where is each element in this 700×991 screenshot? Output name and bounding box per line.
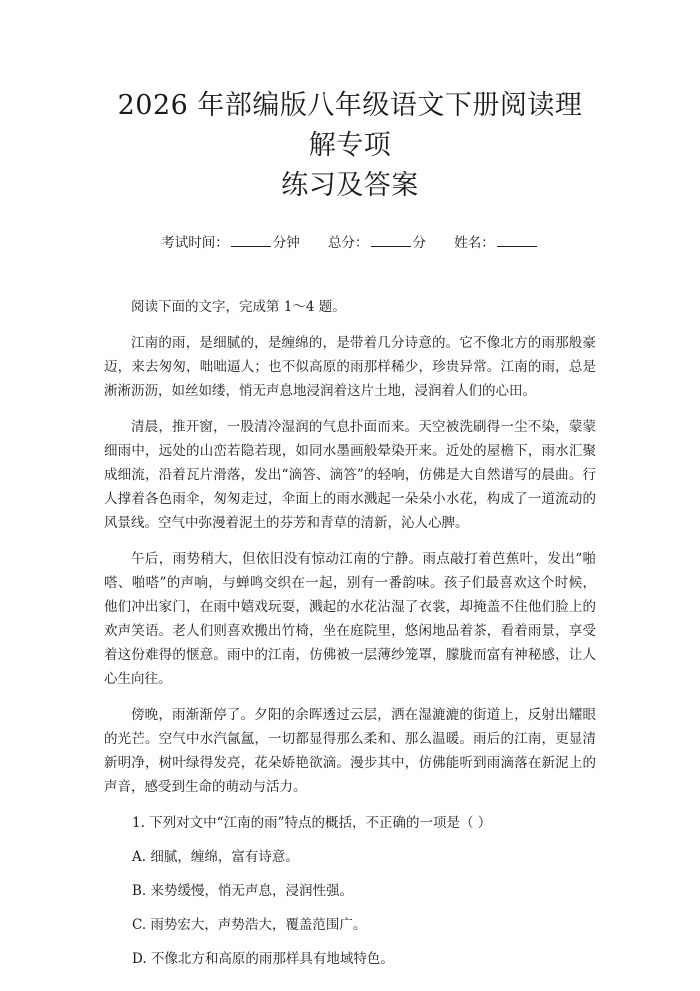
document-title [104,86,596,206]
total-score-unit: 分 [412,235,426,251]
exam-time [161,233,300,253]
instruction-text: 阅读下面的文字，完成第 1～4 题。 [131,299,346,315]
passage-paragraph-3: 午后，雨势稍大，但依旧没有惊动江南的宁静。雨点敲打着芭蕉叶，发出“啪嗒、啪嗒”的声响，与蝉鸣交织在一起，别有一番韵味。孩子们最喜欢这个时候，他们冲出家门，在雨中嬉戏玩耍，溅起的水花沾湿了衣裳，却掩盖不住他们脸上的欢声笑语。老人们则喜欢搬出竹椅，坐在庭院里，悠闲地品着茶，看着雨景，享受着这份难得的惬意。雨中的江南，仿佛被一层薄纱笼罩，朦胧而富有神秘感，让人心生向往。 [104,551,596,687]
student-name-label: 姓名： [454,235,495,251]
passage-paragraph-2: 清晨，推开窗，一股清冷湿润的气息扑面而来。天空被洗刷得一尘不染，蒙蒙细雨中，远处的山峦若隐若现，如同水墨画般晕染开来。近处的屋檐下，雨水汇聚成细流，沿着瓦片滑落，发出“滴答、滴答”的轻响，仿佛是大自然谱写的晨曲。行人撑着各色雨伞，匆匆走过，伞面上的雨水溅起一朵朵小水花，构成了一道流动的风景线。空气中弥漫着泥土的芬芳和青草的清新，沁人心脾。 [104,419,596,531]
student-name-blank [497,233,537,247]
question-1-option-b: B. 来势缓慢，悄无声息，浸润性强。 [132,883,354,899]
exam-time-label: 考试时间： [161,235,229,251]
title-line-2: 练习及答案 [281,170,419,201]
question-1-stem: 1. 下列对文中“江南的雨”特点的概括，不正确的一项是（ ） [132,815,492,831]
question-1-option-d: D. 不像北方和高原的雨那样具有地域特色。 [132,951,394,967]
document-page [0,86,700,991]
question-1-option-a: A. 细腻，缠绵，富有诗意。 [132,849,299,865]
total-score-blank [371,233,411,247]
passage-paragraph-1: 江南的雨，是细腻的，是缠绵的，是带着几分诗意的。它不像北方的雨那般豪迈，来去匆匆，咄咄逼人；也不似高原的雨那样稀少，珍贵异常。江南的雨，总是淅淅沥沥，如丝如缕，悄无声息地浸润着这片土地，浸润着人们的心田。 [104,335,596,399]
title-line-1: 2026 年部编版八年级语文下册阅读理解专项 [117,90,583,161]
passage-paragraph-4: 傍晚，雨渐渐停了。夕阳的余晖透过云层，洒在湿漉漉的街道上，反射出耀眼的光芒。空气中水汽氤氲，一切都显得那么柔和、那么温暖。雨后的江南，更显清新明净，树叶绿得发亮，花朵娇艳欲滴。漫步其中，仿佛能听到雨滴落在新泥上的声音，感受到生命的萌动与活力。 [104,707,596,795]
student-name [454,233,539,253]
total-score-label: 总分： [328,235,369,251]
exam-time-blank [231,233,271,247]
question-1-option-c: C. 雨势宏大，声势浩大，覆盖范围广。 [132,917,367,933]
exam-time-unit: 分钟 [272,235,300,251]
total-score [328,233,426,253]
reading-section [104,295,596,971]
exam-info-line [104,233,596,253]
